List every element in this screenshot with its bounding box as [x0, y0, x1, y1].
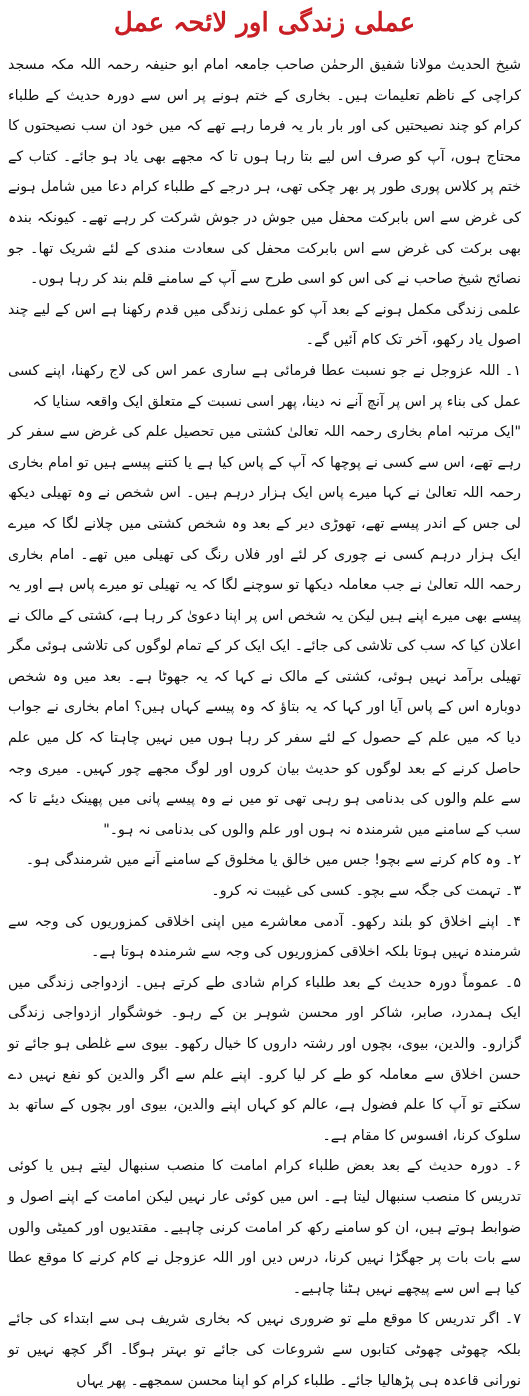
paragraph-point-1: ۱۔ اللہ عزوجل نے جو نسبت عطا فرمائی ہے ساری عمر اس کی لاج رکھنا، اپنے کسی عمل کی بناء پر اس پر آنچ آنے نہ دینا، پھر اسی نسبت کے متعلق ایک واقعہ سنایا کہ: [8, 362, 521, 410]
paragraph-point-2: ۲۔ وہ کام کرنے سے بچو! جس میں خالق یا مخلوق کے سامنے آنے میں شرمندگی ہو۔: [25, 852, 521, 869]
paragraph-intro: شیخ الحدیث مولانا شفیق الرحمٰن صاحب جامعہ امام ابو حنیفہ رحمہ اللہ مکہ مسجد کراچی کے ناظم تعلیمات ہیں۔ بخاری کے ختم ہونے پر اس سے دورہ حدیث کے طلباء کرام کو چند نصیحتیں کی اور بار بار یہ فرما رہے تھے کہ میں خود ان سب نصیحتوں کا محتاج ہوں، آپ کو صرف اس لیے بتا رہا ہوں تا کہ مجھے بھی یاد ہو جائے۔ کتاب کے ختم پر کلاس پوری طور پر بھر چکی تھی، ہر درجے کے طلباء کرام دعا میں شامل ہونے کی غرض سے اس بابرکت محفل میں جوش در جوش شرکت کر رہے تھے۔ کیونکہ بندہ بھی برکت کی غرض سے اس بابرکت محفل کی سعادت مندی کے لئے شریک تھا۔ جو نصائح شیخ صاحب نے کی اس کو اسی طرح سے آپ کے سامنے قلم بند کر رہا ہوں۔: [8, 57, 521, 288]
paragraph-story: "ایک مرتبہ امام بخاری رحمہ اللہ تعالیٰ کشتی میں تحصیل علم کی غرض سے سفر کر رہے تھے، اس سے کسی نے پوچھا کہ آپ کے پاس کیا ہے یا کتنے پیسے ہیں تو امام بخاری رحمہ اللہ تعالیٰ نے کہا میرے پاس ایک ہزار درہم ہیں۔ اس شخص نے وہ تھیلی دیکھ لی جس کے اندر پیسے تھے، تھوڑی دیر کے بعد وہ شخص کشتی میں چلانے لگا کہ میرے ایک ہزار درہم کسی نے چوری کر لئے اور فلاں رنگ کی تھیلی میں تھے۔ امام بخاری رحمہ اللہ تعالیٰ نے جب معاملہ دیکھا تو سوچنے لگا کہ یہ تھیلی تو میرے پاس ہے اور یہ پیسے بھی میرے اپنے ہیں لیکن یہ شخص اس پر اپنا دعویٰ کر رہا ہے، کشتی کے مالک نے اعلان کیا کہ سب کی تلاشی کی جائے۔ ایک ایک کر کے تمام لوگوں کی تلاشی ہوئی مگر تھیلی برآمد نہیں ہوئی، کشتی کے مالک نے کہا کہ یہ جھوٹا ہے۔ بعد میں وہ شخص دوبارہ اس کے پاس آیا اور کہا کہ یہ بتاؤ کہ وہ پیسے کہاں ہیں؟ امام بخاری نے جواب دیا کہ میں علم کے حصول کے لئے سفر کر رہا ہوں میں نہیں چاہتا کہ کل میں علم حاصل کرنے کے بعد لوگوں کو حدیث بیان کروں اور لوگ مجھے چور کہیں۔ میری وجہ سے علم والوں کی بدنامی ہو رہی تھی تو میں نے وہ پیسے پانی میں پھینک دیئے تا کہ سب کے سامنے میں شرمندہ نہ ہوں اور علم والوں کی بدنامی نہ ہو۔": [8, 424, 521, 838]
paragraph-principles-intro: علمی زندگی مکمل ہونے کے بعد آپ کو عملی زندگی میں قدم رکھنا ہے اس کے لیے چند اصول یاد رکھو، آخر تک کام آئیں گے۔: [8, 301, 521, 349]
paragraph-point-6: ۶۔ دورہ حدیث کے بعد بعض طلباء کرام امامت کا منصب سنبھال لیتے ہیں یا کوئی تدریس کا منصب سنبھال لیتا ہے۔ اس میں کوئی عار نہیں لیکن امامت کے اپنے اصول و ضوابط ہوتے ہیں، ان کو سامنے رکھ کر امامت کرنی چاہیے۔ مقتدیوں اور کمیٹی والوں سے بات بات پر جھگڑا نہیں کرنا، درس دیں اور اللہ عزوجل نے کام کرنے کا موقع عطا کیا ہے اس سے پیچھے نہیں ہٹنا چاہیے۔: [8, 1158, 521, 1297]
article-body: [8, 50, 521, 1396]
paragraph-point-3: ۳۔ تہمت کی جگہ سے بچو۔ کسی کی غیبت نہ کرو۔: [211, 883, 521, 900]
paragraph-point-4: ۴۔ اپنے اخلاق کو بلند رکھو۔ آدمی معاشرے میں اپنی اخلاقی کمزوریوں کی وجہ سے شرمندہ نہیں ہوتا بلکہ اخلاقی کمزوریوں کی وجہ سے شرمندہ ہوتا ہے۔: [8, 913, 521, 961]
paragraph-point-7: ۷۔ اگر تدریس کا موقع ملے تو ضروری نہیں کہ بخاری شریف ہی سے ابتداء کی جائے بلکہ چھوٹی چھوٹی کتابوں سے شروعات کی جائے تو بہتر ہوگا۔ اگر کچھ نہیں تو نورانی قاعدہ ہی پڑھالیا جائے۔ طلباء کرام کو اپنا محسن سمجھے۔ پھر یہاں: [8, 1311, 521, 1389]
paragraph-point-5: ۵۔ عموماً دورہ حدیث کے بعد طلباء کرام شادی طے کرتے ہیں۔ ازدواجی زندگی میں ایک ہمدرد، صابر، شاکر اور محسن شوہر بن کے رہو۔ خوشگوار ازدواجی زندگی گزارو۔ والدین، بیوی، بچوں اور رشتہ داروں کا خیال رکھو۔ بیوی سے غلطی ہو جائے تو حسن اخلاق سے معاملہ کو طے کر لیا کرو۔ اپنے علم سے اگر والدین کو نفع نہیں دے سکتے تو آپ کا علم فضول ہے، عالم کو کہاں اپنے والدین، بیوی اور بچوں کے ساتھ بد سلوک کرنا، افسوس کا مقام ہے۔: [8, 974, 521, 1144]
article-title: عملی زندگی اور لائحہ عمل: [113, 8, 416, 38]
